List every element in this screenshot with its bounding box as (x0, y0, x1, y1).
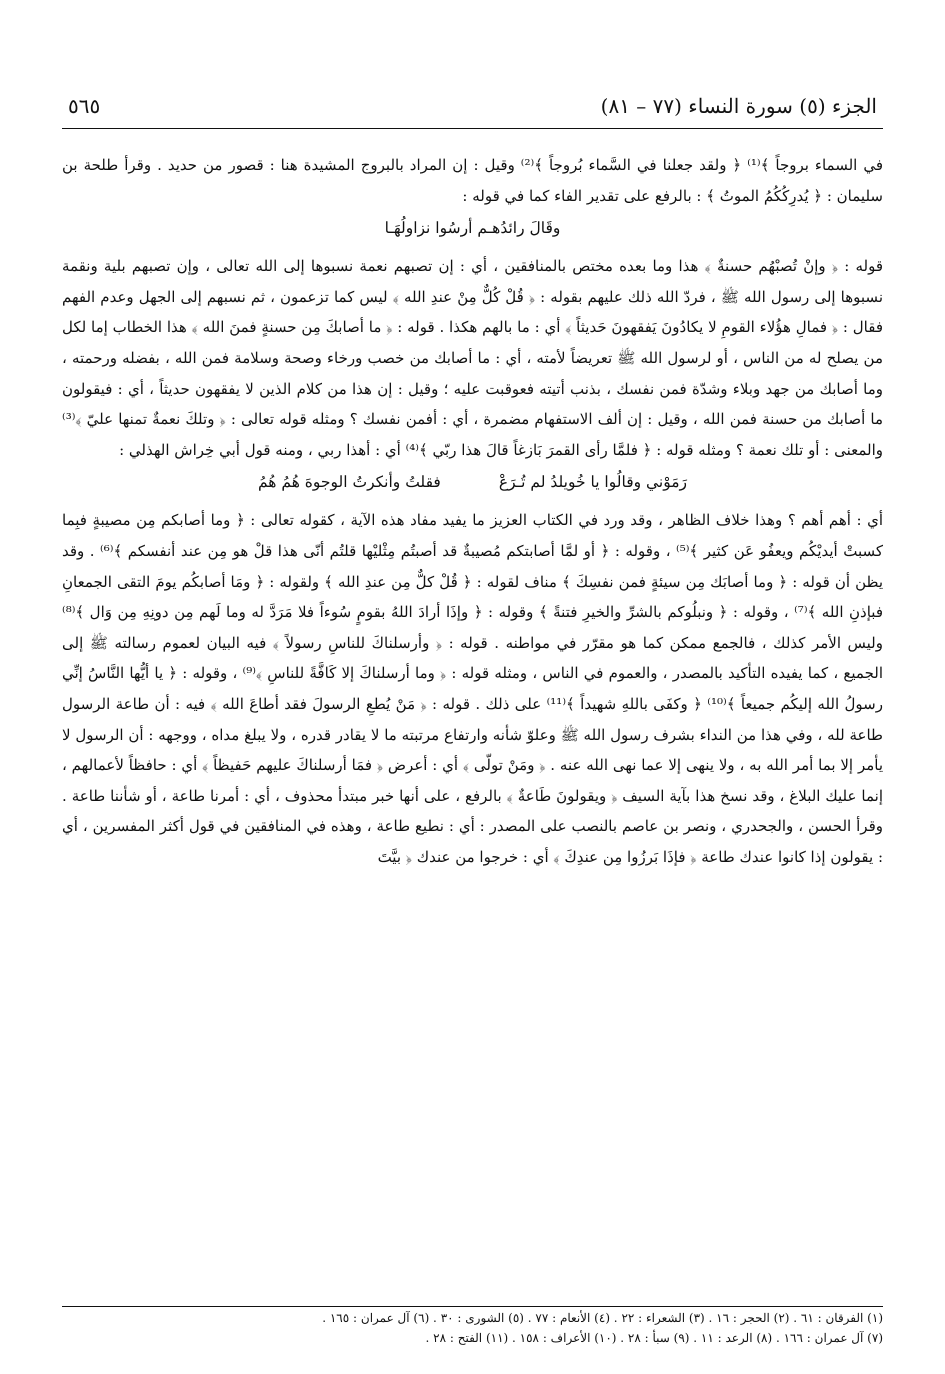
running-header (62, 92, 883, 126)
verse-first-hemistich: رَمَوْني وقالُوا يا خُويلدُ لم تُـرَعْ (498, 473, 688, 492)
poetry-verse-1: وقَالَ رائدُهـم أرسُوا نزاولُهَـا (384, 219, 561, 238)
page-number: ٥٦٥ (68, 94, 101, 118)
header-title: الجزء (٥) سورة النساء (٧٧ – ٨١) (600, 94, 877, 118)
footnotes (62, 1308, 883, 1348)
paragraph-2: قوله : ﴿ وإنْ تُصبْهُم حسنةٌ ﴾ هذا وما بعده مختص بالمنافقين ، أي : إن تصبهم نعمة نسبوها إلى الله تعالى ، وإن تصبهم بلية ونقمة نسبوها إلى رسول الله ﷺ ، فردّ الله ذلك عليهم بقوله : ﴿ قُلْ كُلٌّ مِنْ عندِ الله ﴾ ليس كما تزعمون ، ثم نسبهم إلى الجهل وعدم الفهم فقال : ﴿ فمالِ هؤُلاء القومِ لا يكادُونَ يَفقهونَ حَديثاً ﴾ أي : ما بالهم هكذا . قوله : ﴿ ما أصابكَ مِن حسنةٍ فمنَ الله ﴾ هذا الخطاب إما لكل من يصلح له من الناس ، أو لرسول الله ﷺ تعريضاً لأمته ، أي : ما أصابك من خصب ورخاء وصحة وسلامة فمن الله ، بفضله ورحمته ، وما أصابك من جهد وبلاء وشدّة فمن نفسك ، بذنب أتيته فعوقبت عليه ؛ وقيل : إن هذا من كلام الذين لا يفقهون حديثاً ، أي : فيقولون ما أصابك من حسنة فمن الله ، وقيل : إن ألف الاستفهام مضمرة ، أي : أفمن نفسك ؟ ومثله قوله تعالى : ﴿ وتلكَ نعمةٌ تمنها عليّ ﴾⁽³⁾ والمعنى : أو تلك نعمة ؟ ومثله قوله : ﴿ فلمَّا رأى القمرَ بَازغاً قالَ هذا ربّي ﴾⁽⁴⁾ أي : أهذا ربي ، ومنه قول أبي خِراش الهذلي : (62, 257, 883, 459)
page-body (62, 150, 883, 872)
header-divider (62, 128, 883, 129)
paragraph-3: أي : أهم أهم ؟ وهذا خلاف الظاهر ، وقد ورد في الكتاب العزيز ما يفيد مفاد هذه الآية ، كقوله تعالى : ﴿ وما أصابكم مِن مصيبةٍ فبِما كسبتْ أيديْكُم ويعفُو عَن كثير ﴾⁽⁵⁾ ، وقوله : ﴿ أو لمَّا أصابتكم مُصيبةٌ قد أصبتُم مِثْليْها قلتُم أنّى هذا قلْ هو مِن عند أنفسكم ﴾⁽⁶⁾ . وقد يظن أن قوله : ﴿ وما أصابَك مِن سيئةٍ فمن نفسِكَ ﴾ مناف لقوله : ﴿ قُلْ كلٌّ مِن عندِ الله ﴾ ولقوله : ﴿ ومَا أصابكُم يومَ التقى الجمعانِ فبإذنِ الله ﴾⁽⁷⁾ ، وقوله : ﴿ ونبلُوكم بالشرِّ والخيرِ فتنةً ﴾ وقوله : ﴿ وإذَا أرادَ اللهُ بقومٍ سُوءاً فلا مَرَدَّ له وما لَهم مِن دونِهِ مِن وَال ﴾⁽⁸⁾ وليس الأمر كذلك ، فالجمع ممكن كما هو مقرّر في مواطنه . قوله : ﴿ وأرسلناكَ للناسِ رسولاً ﴾ فيه البيان لعموم رسالته ﷺ إلى الجميع ، كما يفيده التأكيد بالمصدر ، والعموم في الناس ، ومثله قوله : ﴿ وما أرسلناكَ إلا كَافَّةً للناسِ ﴾⁽⁹⁾ ، وقوله : ﴿ يا أيُّها النَّاسُ إنِّي رسولُ الله إليكُم جميعاً ﴾⁽¹⁰⁾ ﴿ وكفَى باللهِ شهيداً ﴾⁽¹¹⁾ على ذلك . قوله : ﴿ مَنْ يُطعِ الرسولَ فقد أطاعَ الله ﴾ فيه : أن طاعة الرسول طاعة لله ، وفي هذا من النداء بشرف رسول الله ﷺ وعلوّ شأنه وارتفاع مرتبته ما لا يقادر قدره ، ولا يبلغ مداه ، ووجهه : أن الرسول لا يأمر إلا بما أمر الله به ، ولا ينهى إلا عما نهى الله عنه . ﴿ ومَنْ تولّى ﴾ أي : أعرض ﴿ فمَا أرسلناكَ عليهم حَفيظاً ﴾ أي : حافظاً لأعمالهم ، إنما عليك البلاغ ، وقد نسخ هذا بآية السيف ﴿ ويقولونَ طَاعةٌ ﴾ بالرفع ، على أنها خبر مبتدأ محذوف ، أي : أمرنا طاعة ، أو شأننا طاعة . وقرأ الحسن ، والجحدري ، ونصر بن عاصم بالنصب على المصدر : أي : نطيع طاعة ، وهذه في المنافقين في قول أكثر المفسرين ، أي : يقولون إذا كانوا عندك طاعة ﴿ فإذَا بَرزُوا مِن عندِكَ ﴾ أي : خرجوا من عندك ﴿ بيَّتَ (62, 511, 883, 866)
footnote-line: (٧) آل عمران : ١٦٦ . (٨) الرعد : ١١ . (٩) سبأ : ٢٨ . (١٠) الأعراف : ١٥٨ . (١١) الفتح : ٢٨ . (425, 1331, 883, 1345)
poetry-verse-2 (62, 465, 883, 499)
footnote-line: (١) الفرقان : ٦١ . (٢) الحجر : ١٦ . (٣) الشعراء : ٢٢ . (٤) الأنعام : ٧٧ . (٥) الشورى : ٣٠ . (٦) آل عمران : ١٦٥ . (322, 1311, 883, 1325)
paragraph-1: في السماء بروجاً ﴾⁽¹⁾ ﴿ ولقد جعلنا في السَّماء بُروجاً ﴾⁽²⁾ وقيل : إن المراد بالبروج المشيدة هنا : قصور من حديد . وقرأ طلحة بن سليمان : ﴿ يُدرِكُكُمُ الموتُ ﴾ : بالرفع على تقدير الفاء كما في قوله : (62, 156, 884, 205)
footnote-divider (62, 1306, 883, 1307)
verse-second-hemistich: فقلتُ وأنكرتُ الوجوهَ هُمُ هُمُ (257, 473, 441, 492)
